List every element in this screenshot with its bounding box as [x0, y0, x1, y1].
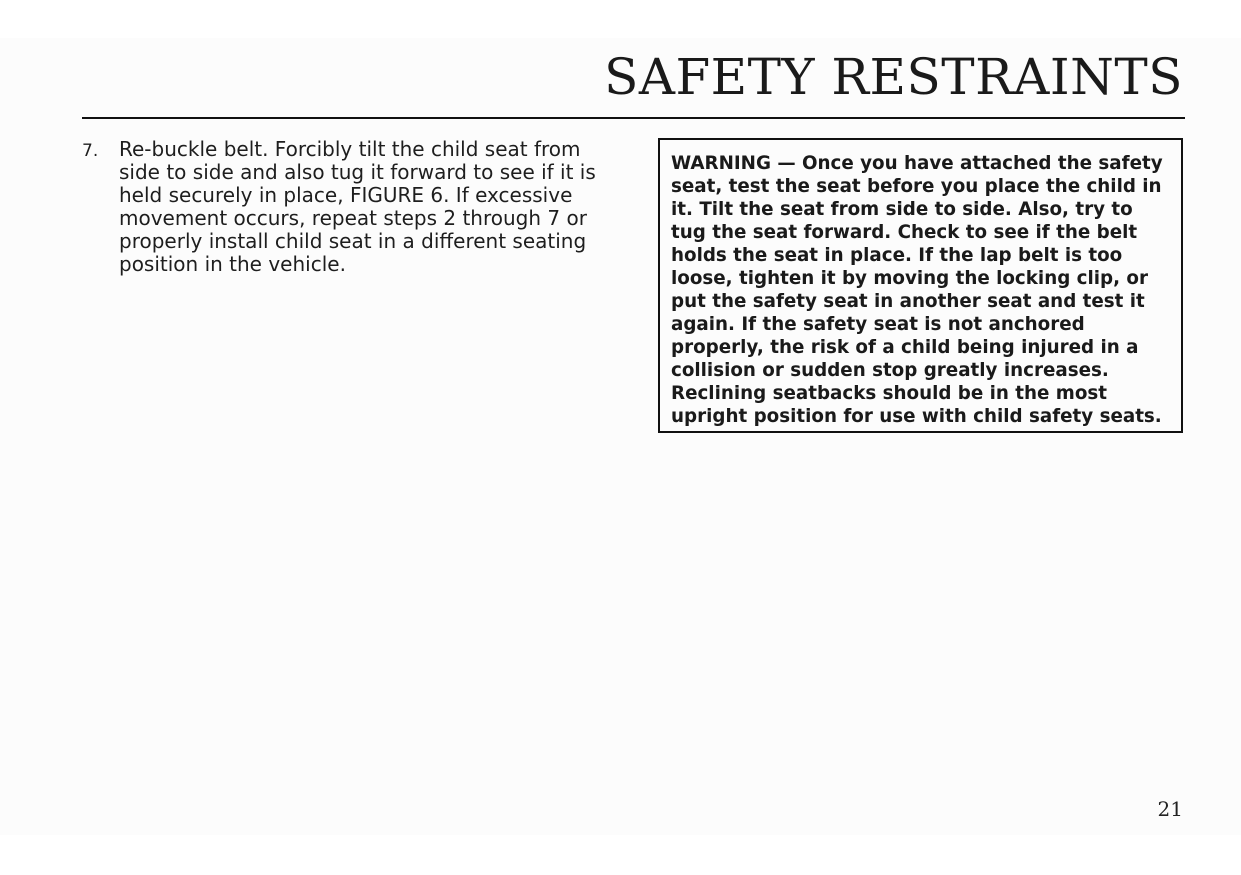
step-text: Re-buckle belt. Forcibly tilt the child seat from side to side and also tug it forward to see if it is held securely in place, FIGURE 6. If excessive movement occurs, repeat steps 2 through 7 or properly install child seat in a different seating position in the vehicle.	[119, 137, 596, 276]
warning-text: WARNING — Once you have attached the safety seat, test the seat before you place the child in it. Tilt the seat from side to side. Also, try to tug the seat forward. Check to see if the belt holds the seat in place. If the lap belt is too loose, tighten it by moving the locking clip, or put the safety seat in another seat and test it again. If the safety seat is not anchored properly, the risk of a child being injured in a collision or sudden stop greatly increases. Reclining seatbacks should be in the most upright position for use with child safety seats.	[671, 153, 1163, 427]
page-number: 21	[1157, 797, 1183, 821]
section-title: SAFETY RESTRAINTS	[604, 48, 1183, 106]
title-rule	[82, 117, 1185, 119]
warning-box	[658, 138, 1183, 433]
step-number: 7.	[82, 141, 99, 161]
step-item	[82, 138, 622, 276]
